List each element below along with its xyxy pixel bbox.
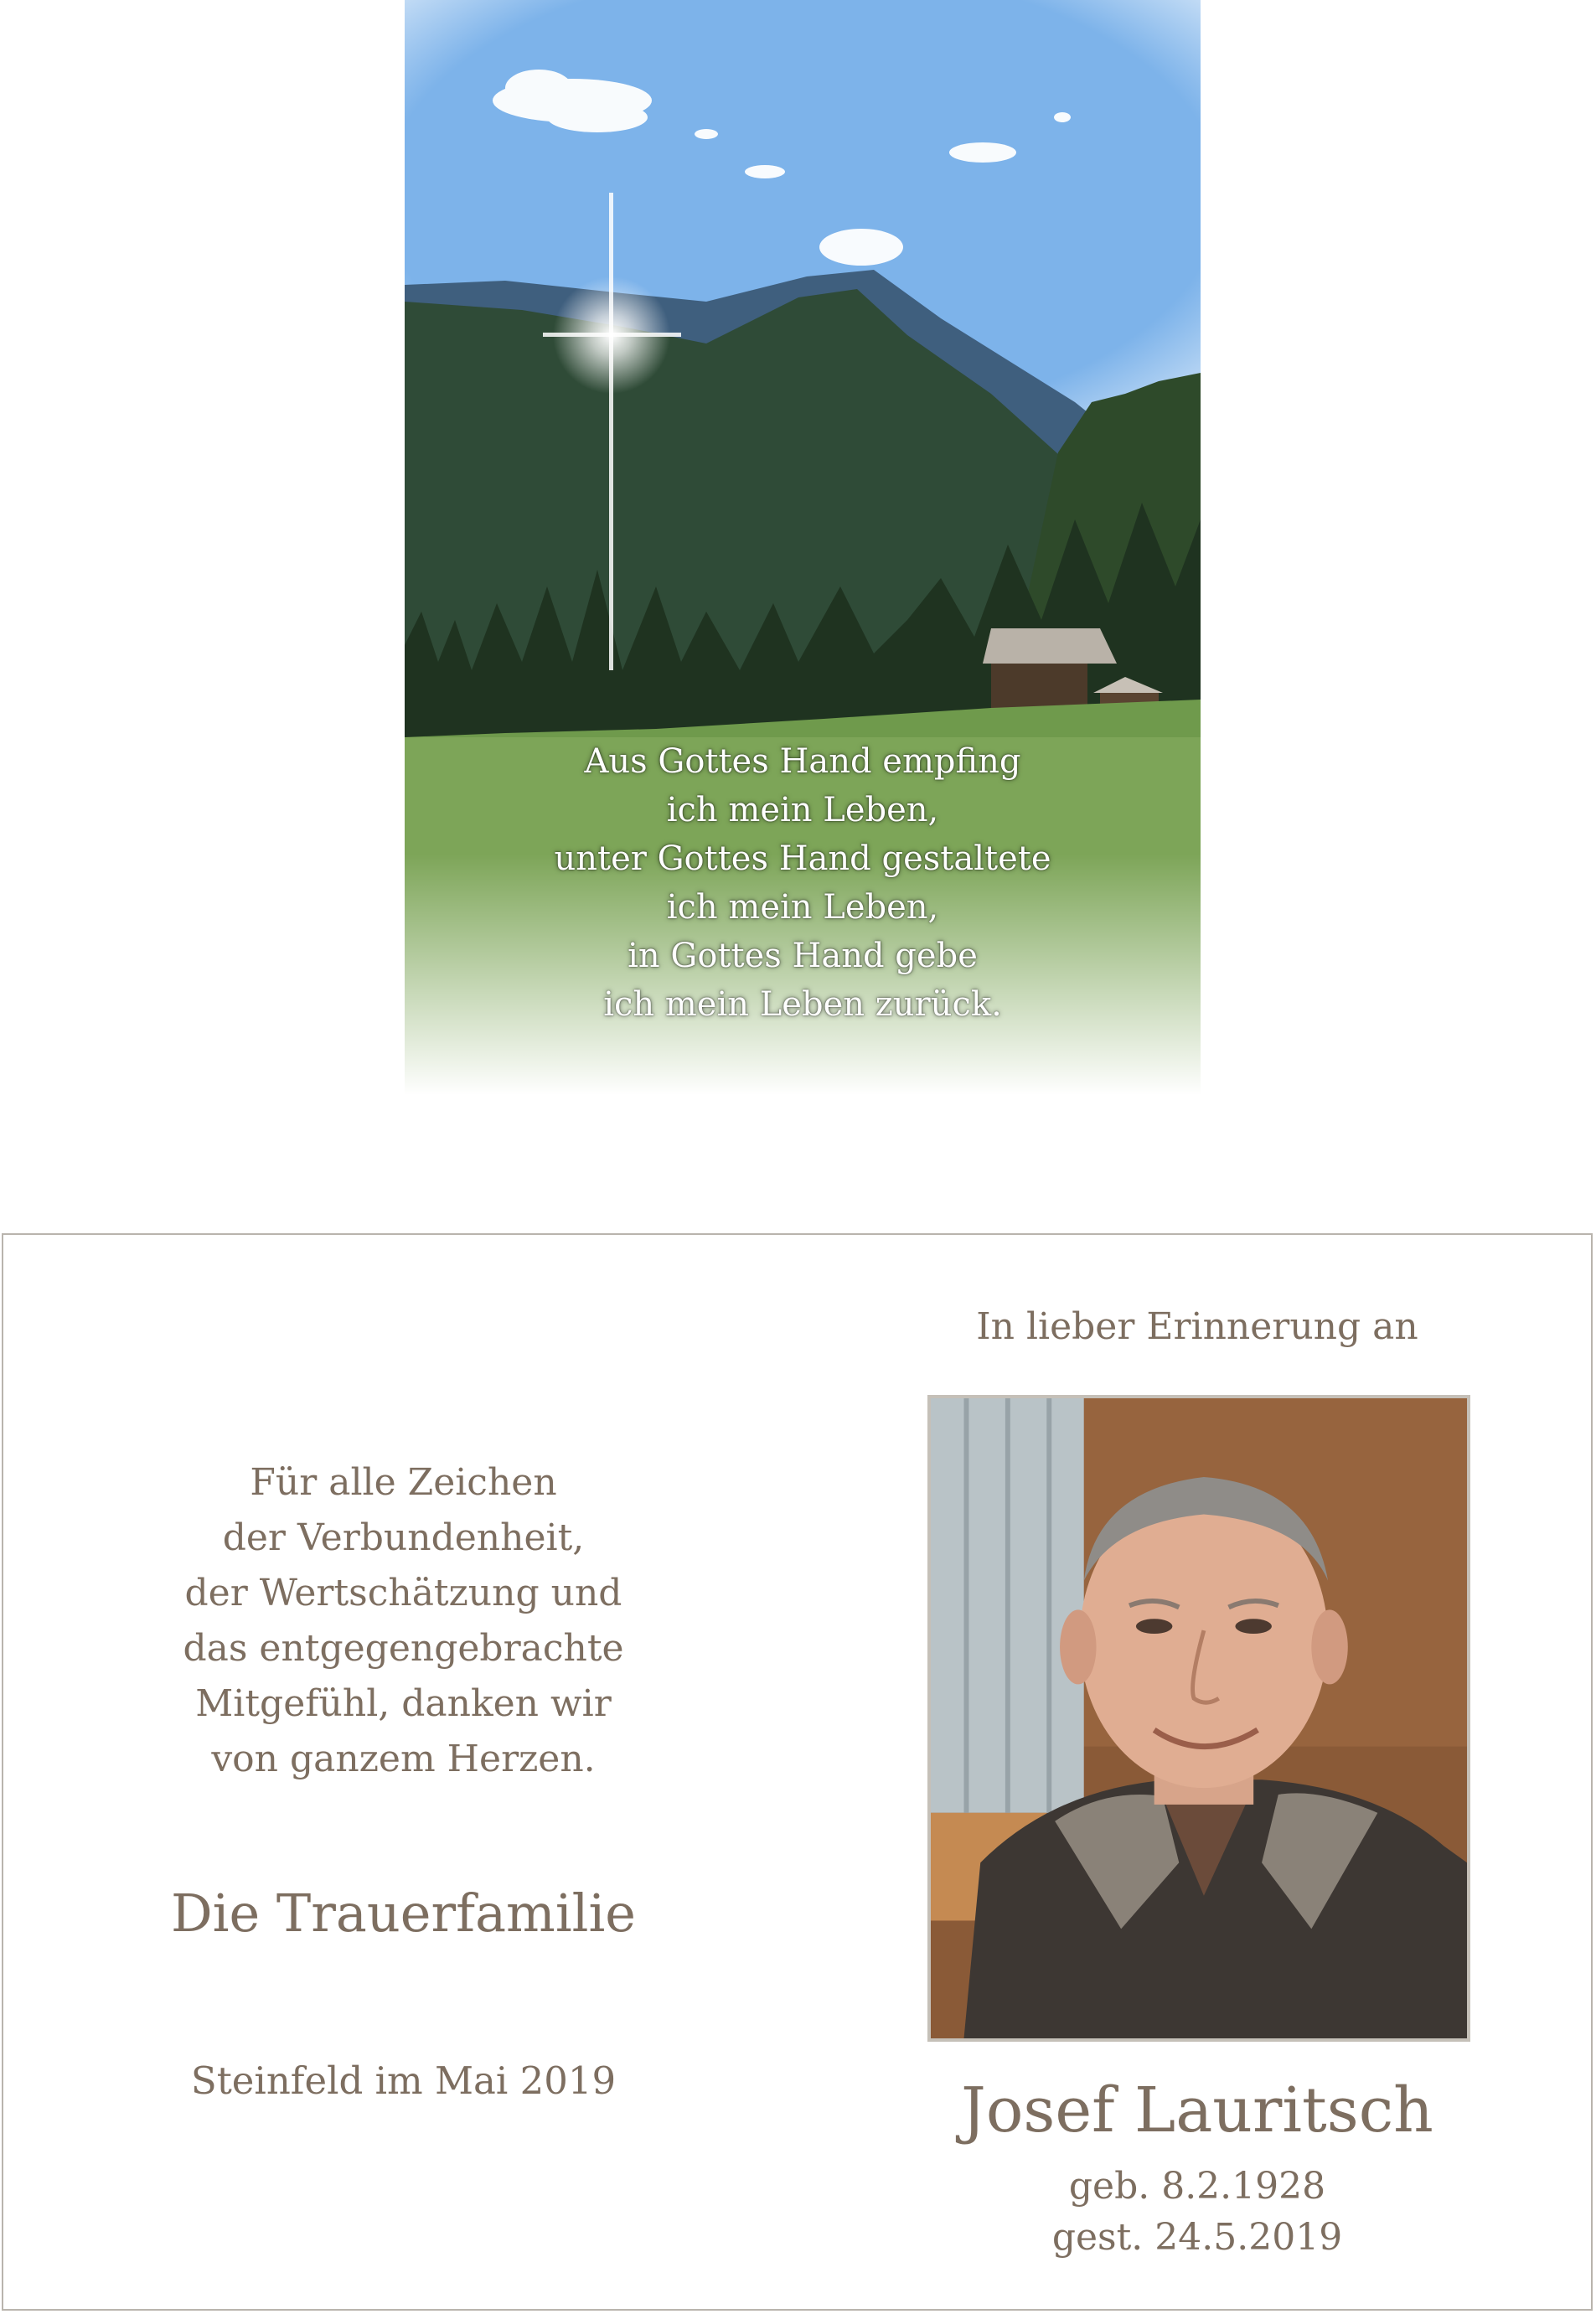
portrait-image bbox=[931, 1398, 1467, 2038]
memorial-panel bbox=[803, 1235, 1591, 2309]
place-date: Steinfeld im Mai 2019 bbox=[190, 2058, 617, 2103]
verse-text bbox=[405, 737, 1201, 1029]
thanks-line: von ganzem Herzen. bbox=[211, 1738, 596, 1780]
verse-line: ich mein Leben zurück. bbox=[603, 985, 1002, 1024]
thanks-panel bbox=[3, 1235, 803, 2309]
front-card bbox=[405, 0, 1201, 1095]
thanks-line: das entgegengebrachte bbox=[183, 1627, 624, 1670]
portrait-photo bbox=[927, 1395, 1470, 2042]
verse-line: ich mein Leben, bbox=[666, 791, 939, 829]
verse-line: Aus Gottes Hand empfing bbox=[584, 742, 1021, 781]
thanks-line: Für alle Zeichen bbox=[250, 1461, 557, 1504]
thanks-line: der Wertschätzung und bbox=[184, 1572, 622, 1614]
thanks-line: Mitgefühl, danken wir bbox=[195, 1682, 612, 1725]
memory-heading: In lieber Erinnerung an bbox=[976, 1305, 1418, 1348]
thanks-text bbox=[3, 1455, 803, 1787]
deceased-name: Josef Lauritsch bbox=[961, 2074, 1433, 2146]
verse-line: ich mein Leben, bbox=[666, 888, 939, 927]
death-date: gest. 24.5.2019 bbox=[1051, 2216, 1343, 2259]
inside-card bbox=[2, 1233, 1593, 2311]
verse-line: in Gottes Hand gebe bbox=[628, 937, 978, 975]
birth-date: geb. 8.2.1928 bbox=[1068, 2165, 1326, 2208]
verse-line: unter Gottes Hand gestaltete bbox=[554, 839, 1051, 878]
thanks-line: der Verbundenheit, bbox=[222, 1516, 585, 1559]
family-signature: Die Trauerfamilie bbox=[170, 1883, 637, 1944]
